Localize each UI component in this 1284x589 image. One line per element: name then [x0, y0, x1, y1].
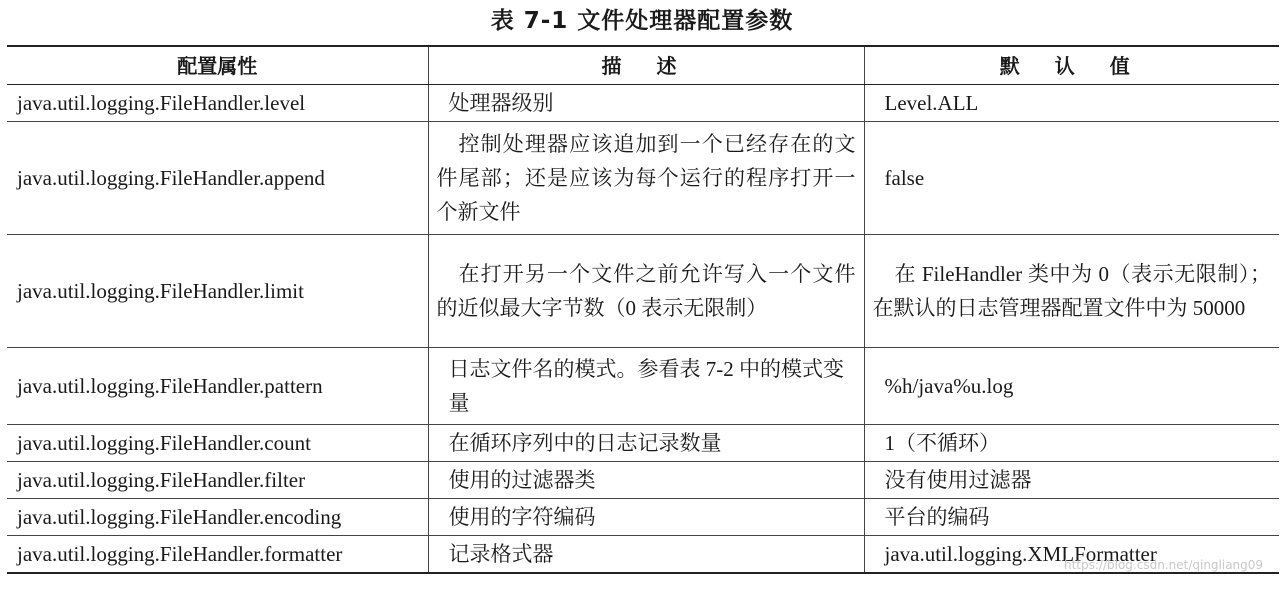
default-cell: 平台的编码: [864, 499, 1279, 536]
property-cell: java.util.logging.FileHandler.append: [7, 122, 428, 235]
description-cell: 日志文件名的模式。参看表 7-2 中的模式变量: [428, 348, 864, 425]
header-description: 描 述: [428, 46, 864, 85]
header-default: 默 认 值: [864, 46, 1279, 85]
table-row: [7, 462, 1279, 499]
property-cell: java.util.logging.FileHandler.filter: [7, 462, 428, 499]
default-cell: 1（不循环）: [864, 425, 1279, 462]
header-row: [7, 46, 1279, 85]
description-cell: 在循环序列中的日志记录数量: [428, 425, 864, 462]
default-cell: %h/java%u.log: [864, 348, 1279, 425]
description-cell: 处理器级别: [428, 85, 864, 122]
default-cell: 在 FileHandler 类中为 0（表示无限制）；在默认的日志管理器配置文件中为 50000: [864, 235, 1279, 348]
default-cell: Level.ALL: [864, 85, 1279, 122]
description-cell: 使用的字符编码: [428, 499, 864, 536]
description-cell: 记录格式器: [428, 536, 864, 574]
default-cell: false: [864, 122, 1279, 235]
config-table: [7, 45, 1279, 574]
table-row: [7, 122, 1279, 235]
description-cell: 控制处理器应该追加到一个已经存在的文件尾部；还是应该为每个运行的程序打开一个新文件: [428, 122, 864, 235]
description-cell: 使用的过滤器类: [428, 462, 864, 499]
property-cell: java.util.logging.FileHandler.pattern: [7, 348, 428, 425]
property-cell: java.util.logging.FileHandler.formatter: [7, 536, 428, 574]
default-cell: 没有使用过滤器: [864, 462, 1279, 499]
property-cell: java.util.logging.FileHandler.encoding: [7, 499, 428, 536]
watermark: https://blog.csdn.net/qingliang09: [1064, 558, 1264, 572]
description-cell: 在打开另一个文件之前允许写入一个文件的近似最大字节数（0 表示无限制）: [428, 235, 864, 348]
table-row: [7, 235, 1279, 348]
default-cell: java.util.logging.XMLFormatter: [864, 536, 1279, 574]
table-row: [7, 425, 1279, 462]
table-row: [7, 499, 1279, 536]
property-cell: java.util.logging.FileHandler.limit: [7, 235, 428, 348]
table-row: [7, 348, 1279, 425]
property-cell: java.util.logging.FileHandler.level: [7, 85, 428, 122]
table-row: [7, 85, 1279, 122]
table-title: 表 7-1 文件处理器配置参数: [490, 8, 794, 34]
header-property: 配置属性: [7, 46, 428, 85]
property-cell: java.util.logging.FileHandler.count: [7, 425, 428, 462]
